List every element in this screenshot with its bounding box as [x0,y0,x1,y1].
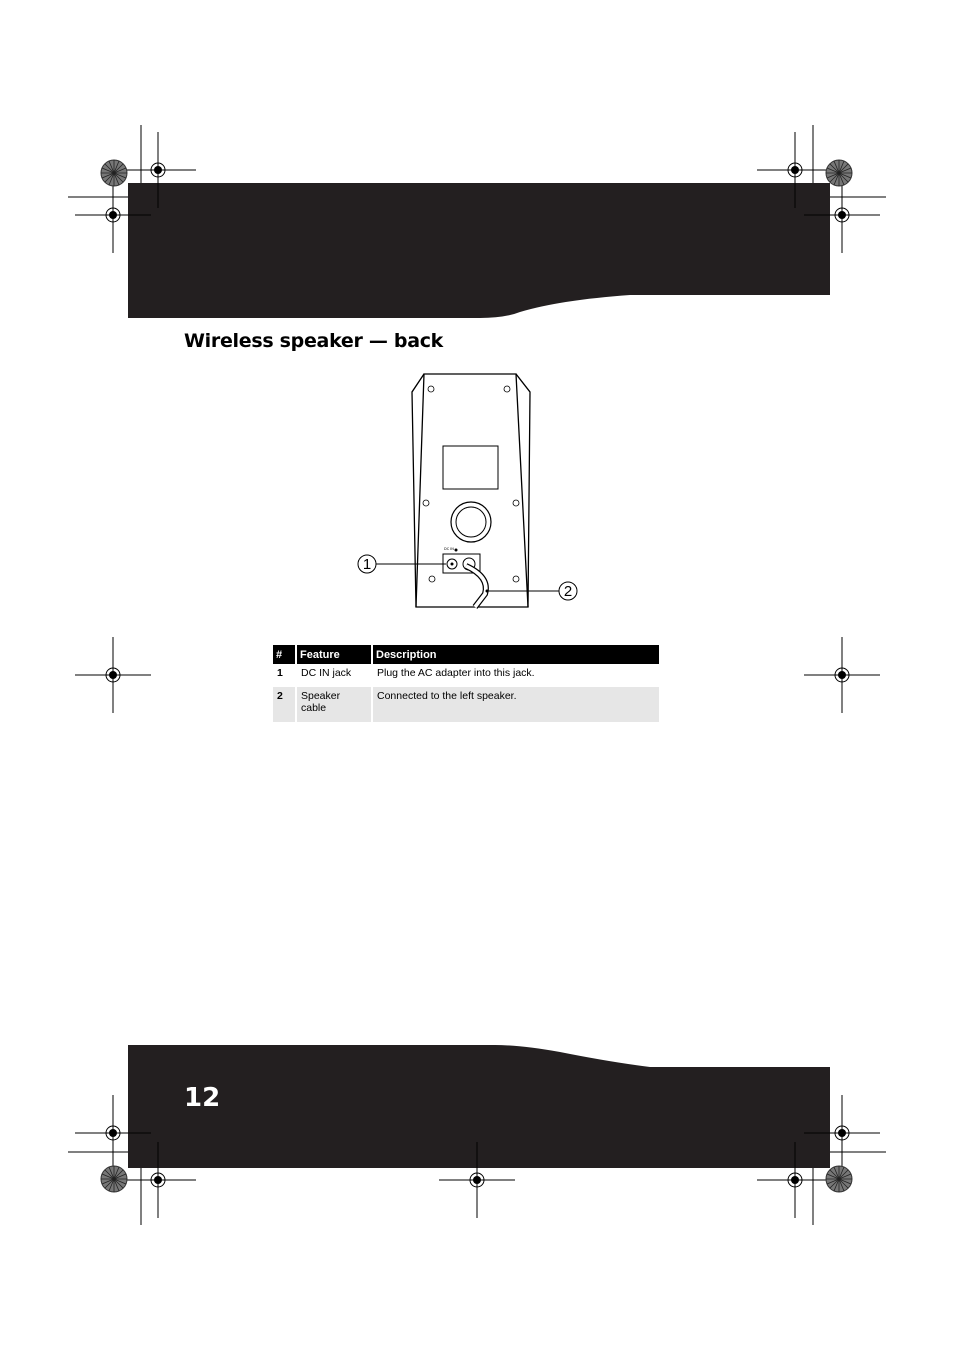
speaker-back-diagram [340,362,600,612]
callout-2-number: 2 [563,583,573,600]
feature-table [273,645,659,722]
row-number: 2 [273,687,296,722]
table-row [273,664,659,687]
table-header-row [273,645,659,664]
section-title: Wireless speaker — back [184,330,444,352]
row-description: Connected to the left speaker. [372,687,659,722]
table-row [273,687,659,722]
column-header-feature: Feature [296,645,372,664]
row-feature: Speaker cable [296,687,372,722]
row-description: Plug the AC adapter into this jack. [372,664,659,687]
row-feature: DC IN jack [296,664,372,687]
row-number: 1 [277,667,283,679]
column-header-description: Description [372,645,659,664]
callout-1-number: 1 [362,556,372,573]
page-number: 12 [184,1083,221,1113]
column-header-number: # [273,645,296,664]
label-plate [443,446,498,489]
panel-label: DC IN [444,547,454,551]
